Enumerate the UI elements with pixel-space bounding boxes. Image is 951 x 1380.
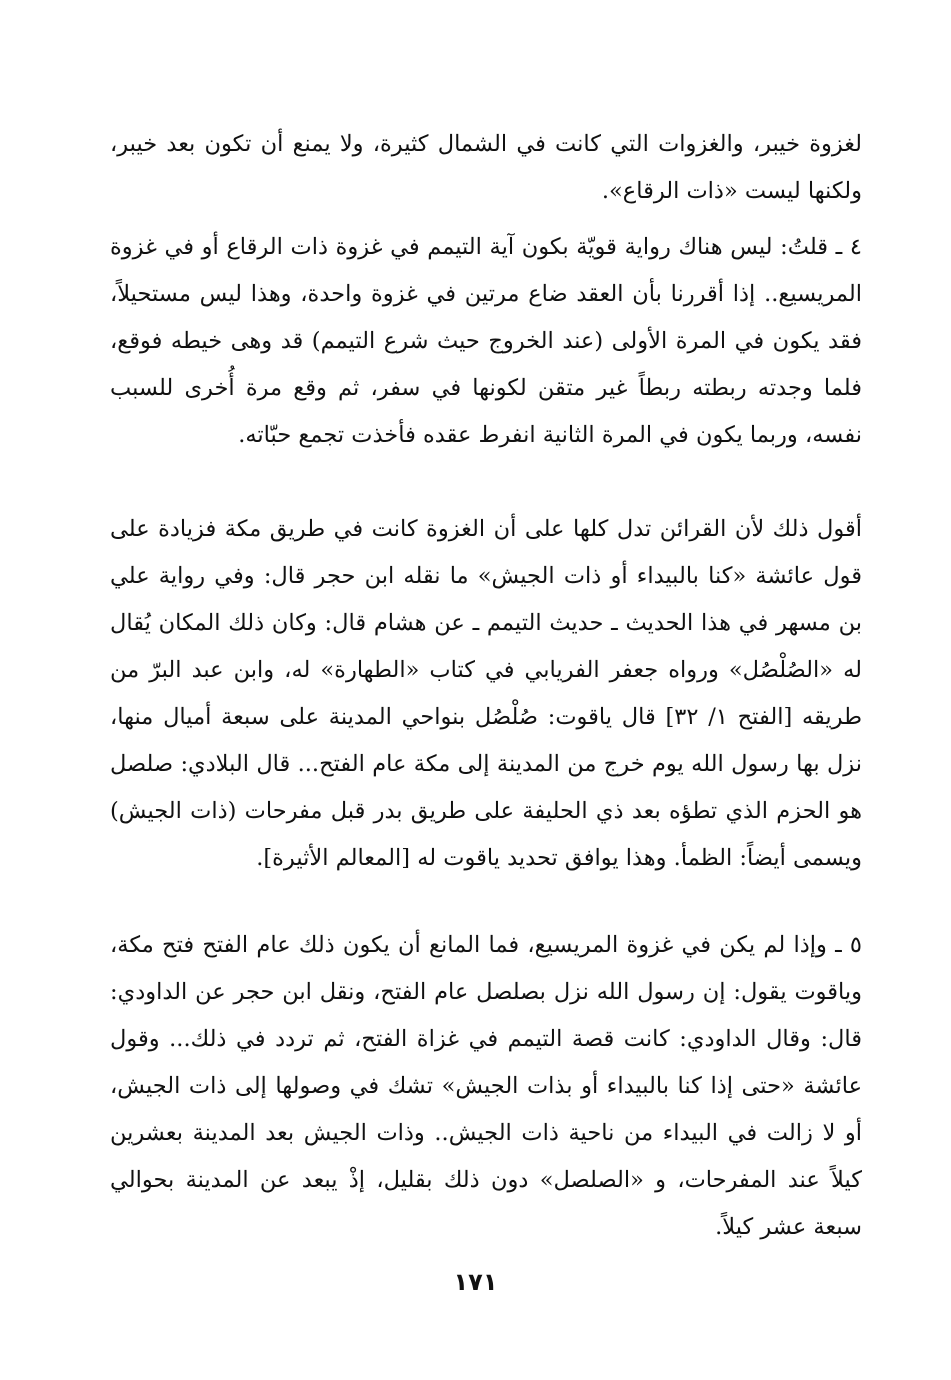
paragraph-4: ٥ ـ وإذا لم يكن في غزوة المريسيع، فما المانع أن يكون ذلك عام الفتح فتح مكة، وياقوت يقول: إن رسول الله نزل بصلصل عام الفتح، ونقل ابن حجر عن الداودي: قال: وقال الداودي: كانت قصة التيمم في غزاة الفتح، ثم تردد في ذلك... وقول عائشة «حتى إذا كنا بالبيداء أو بذات الجيش» تشك في وصولها إلى ذات الجيش، أو لا زالت في البيداء من ناحية ذات الجيش.. وذات الجيش بعد المدينة بعشرين كيلاً عند المفرحات، و «الصلصل» دون ذلك بقليل، إذْ يبعد عن المدينة بحوالي سبعة عشر كيلاً. (110, 932, 862, 1240)
paragraph-1: لغزوة خيبر، والغزوات التي كانت في الشمال كثيرة، ولا يمنع أن تكون بعد خيبر، ولكنها ليست «ذات الرقاع». (110, 131, 862, 204)
paragraph-3: أقول ذلك لأن القرائن تدل كلها على أن الغزوة كانت في طريق مكة فزيادة على قول عائشة «كنا بالبيداء أو ذات الجيش» ما نقله ابن حجر قال: وفي رواية علي بن مسهر في هذا الحديث ـ حديث التيمم ـ عن هشام قال: وكان ذلك المكان يُقال له «الصُلْصُل» ورواه جعفر الفريابي في كتاب «الطهارة» له، وابن عبد البرّ من طريقه [الفتح ١/ ٣٢] قال ياقوت: صُلْصُل بنواحي المدينة على سبعة أميال منها، نزل بها رسول الله يوم خرج من المدينة إلى مكة عام الفتح... قال البلادي: صلصل هو الحزم الذي تطؤه بعد ذي الحليفة على طريق بدر قبل مفرحات (ذات الجيش) ويسمى أيضاً: الظمأ. وهذا يوافق تحديد ياقوت له [المعالم الأثيرة]. (110, 516, 862, 871)
page-number: ١٧١ (453, 1268, 498, 1296)
paragraph-2: ٤ ـ قلتُ: ليس هناك رواية قويّة بكون آية التيمم في غزوة ذات الرقاع أو في غزوة المريسيع.. إذا أقررنا بأن العقد ضاع مرتين في غزوة واحدة، وهذا ليس مستحيلاً، فقد يكون في المرة الأولى (عند الخروج حيث شرع التيمم) قد وهى خيطه فوقع، فلما وجدته ربطته ربطاً غير متقن لكونها في سفر، ثم وقع مرة أُخرى للسبب نفسه، وربما يكون في المرة الثانية انفرط عقده فأخذت تجمع حبّاته. (110, 234, 862, 448)
